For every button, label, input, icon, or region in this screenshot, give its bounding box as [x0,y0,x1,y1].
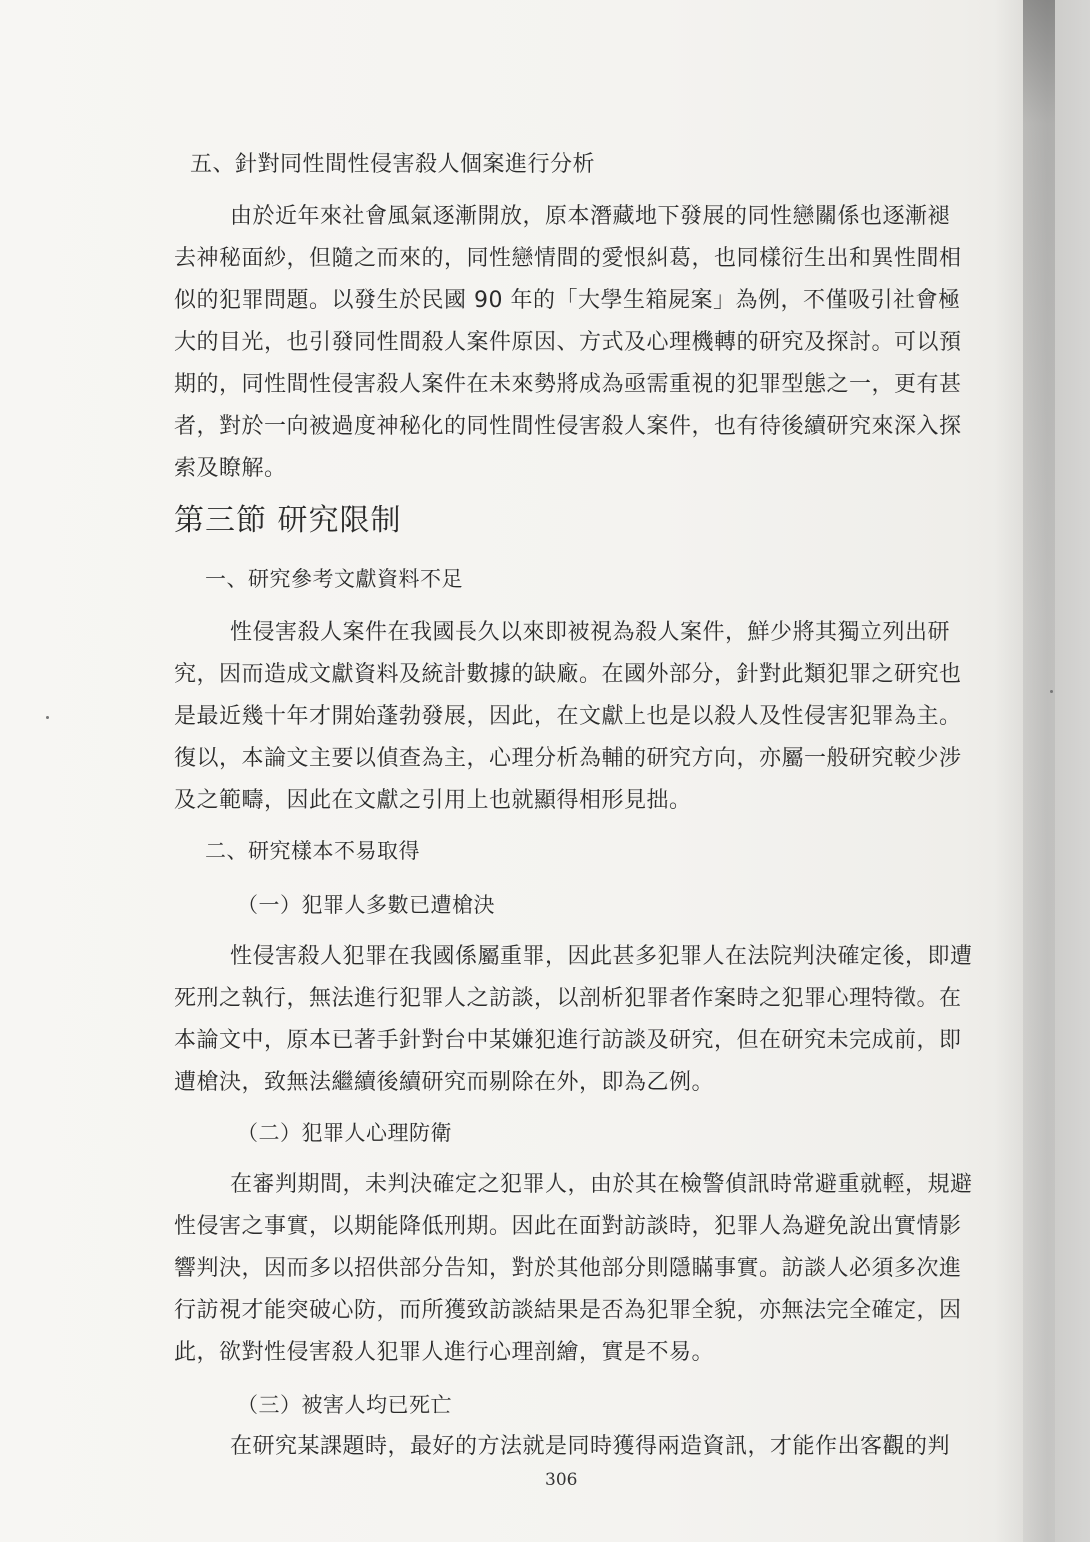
paragraph-line: 在審判期間，未判決確定之犯罪人，由於其在檢警偵訊時常避重就輕，規避 [230,1172,973,1197]
paragraph-line: 性侵害之事實，以期能降低刑期。因此在面對訪談時，犯罪人為避免說出實情影 [174,1214,962,1239]
paragraph-line: 遭槍決，致無法繼續後續研究而剔除在外，即為乙例。 [174,1070,715,1095]
paragraph-line: 及之範疇，因此在文獻之引用上也就顯得相形見拙。 [174,788,692,813]
paragraph-line: 大的目光，也引發同性間殺人案件原因、方式及心理機轉的研究及探討。可以預 [174,330,962,355]
paragraph-line: 是最近幾十年才開始蓬勃發展，因此，在文獻上也是以殺人及性侵害犯罪為主。 [174,704,962,729]
paragraph-line: 由於近年來社會風氣逐漸開放，原本潛藏地下發展的同性戀關係也逐漸褪 [230,204,951,229]
paragraph-line: 性侵害殺人犯罪在我國係屬重罪，因此甚多犯罪人在法院判決確定後，即遭 [230,944,973,969]
limit-1-heading: 一、研究參考文獻資料不足 [205,567,463,591]
scan-speck [46,716,49,719]
paragraph-line: 死刑之執行，無法進行犯罪人之訪談，以剖析犯罪者作案時之犯罪心理特徵。在 [174,986,962,1011]
paragraph-line: 者，對於一向被過度神秘化的同性間性侵害殺人案件，也有待後續研究來深入探 [174,414,962,439]
paragraph-line: 索及瞭解。 [174,456,287,481]
limit-2-sub-1-heading: （一）犯罪人多數已遭槍決 [237,893,495,917]
paragraph-line: 復以，本論文主要以偵查為主，心理分析為輔的研究方向，亦屬一般研究較少涉 [174,746,962,771]
paragraph-line: 本論文中，原本已著手針對台中某嫌犯進行訪談及研究，但在研究未完成前，即 [174,1028,962,1053]
limit-2-sub-2-heading: （二）犯罪人心理防衛 [237,1121,452,1145]
paragraph-line: 似的犯罪問題。以發生於民國 90 年的「大學生箱屍案」為例，不僅吸引社會極 [174,288,961,313]
paragraph-line: 在研究某課題時，最好的方法就是同時獲得兩造資訊，才能作出客觀的判 [230,1434,951,1459]
page-number: 306 [545,1470,578,1490]
scan-speck [1050,690,1053,693]
paragraph-line: 響判決，因而多以招供部分告知，對於其他部分則隱瞞事實。訪談人必須多次進 [174,1256,962,1281]
paragraph-line: 期的，同性間性侵害殺人案件在未來勢將成為亟需重視的犯罪型態之一，更有甚 [174,372,962,397]
limit-2-heading: 二、研究樣本不易取得 [205,839,420,863]
section-title: 第三節 研究限制 [174,503,402,538]
section-5-heading: 五、針對同性間性侵害殺人個案進行分析 [190,152,596,177]
paragraph-line: 此，欲對性侵害殺人犯罪人進行心理剖繪，實是不易。 [174,1340,715,1365]
paragraph-line: 性侵害殺人案件在我國長久以來即被視為殺人案件，鮮少將其獨立列出研 [230,620,951,645]
paragraph-line: 究，因而造成文獻資料及統計數據的缺廠。在國外部分，針對此類犯罪之研究也 [174,662,962,687]
paragraph-line: 去神秘面紗，但隨之而來的，同性戀情間的愛恨糾葛，也同樣衍生出和異性間相 [174,246,962,271]
limit-2-sub-3-heading: （三）被害人均已死亡 [237,1393,452,1417]
paragraph-line: 行訪視才能突破心防，而所獲致訪談結果是否為犯罪全貌，亦無法完全確定，因 [174,1298,962,1323]
